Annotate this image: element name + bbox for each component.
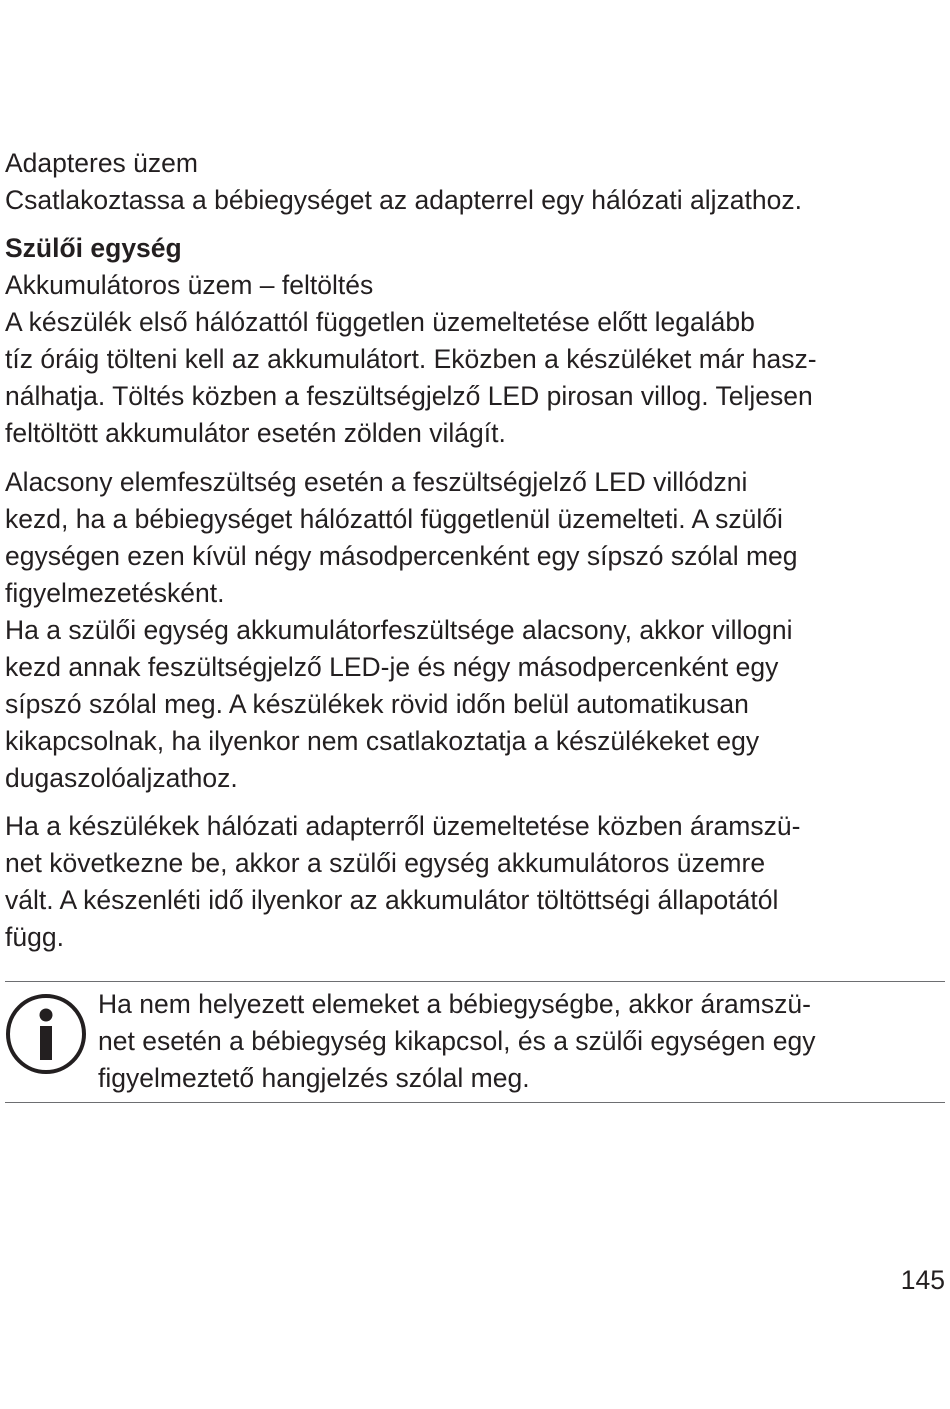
paragraph-line: sípszó szólal meg. A készülékek rövid időn belül automatikusan bbox=[5, 689, 749, 719]
paragraph-line: kezd, ha a bébiegységet hálózattól függetlenül üzemelteti. A szülői bbox=[5, 504, 783, 534]
adapter-heading: Adapteres üzem bbox=[5, 148, 198, 178]
paragraph-line: feltöltött akkumulátor esetén zölden világít. bbox=[5, 418, 506, 448]
adapter-text-line: Csatlakoztassa a bébiegységet az adapterrel egy hálózati aljzathoz. bbox=[5, 185, 802, 215]
paragraph-line: nálhatja. Töltés közben a feszültségjelző LED pirosan villog. Teljesen bbox=[5, 381, 813, 411]
paragraph-line: net következne be, akkor a szülői egység akkumulátoros üzemre bbox=[5, 848, 766, 878]
note-line: figyelmeztető hangjelzés szólal meg. bbox=[98, 1063, 530, 1093]
note-line: Ha nem helyezett elemeket a bébiegységbe, akkor áramszü- bbox=[98, 989, 811, 1019]
info-icon bbox=[5, 993, 87, 1075]
power-outage-paragraph bbox=[5, 808, 945, 956]
parent-unit-section bbox=[5, 230, 945, 452]
adapter-section bbox=[5, 145, 945, 219]
paragraph-line: Ha a készülékek hálózati adapterről üzemeltetése közben áramszü- bbox=[5, 811, 801, 841]
info-note-text bbox=[98, 986, 943, 1097]
paragraph-line: függ. bbox=[5, 922, 64, 952]
page-number: 145 bbox=[900, 1265, 945, 1295]
paragraph-line: kezd annak feszültségjelző LED-je és négy másodpercenként egy bbox=[5, 652, 779, 682]
paragraph-line: Alacsony elemfeszültség esetén a feszültségjelző LED villódzni bbox=[5, 467, 748, 497]
paragraph-line: egységen ezen kívül négy másodpercenként egy sípszó szólal meg bbox=[5, 541, 798, 571]
note-line: net esetén a bébiegység kikapcsol, és a szülői egységen egy bbox=[98, 1026, 816, 1056]
section-subheading: Akkumulátoros üzem – feltöltés bbox=[5, 270, 374, 300]
info-note bbox=[5, 981, 945, 1103]
paragraph-line: vált. A készenléti idő ilyenkor az akkumulátor töltöttségi állapotától bbox=[5, 885, 779, 915]
low-battery-paragraph bbox=[5, 464, 945, 797]
paragraph-line: Ha a szülői egység akkumulátorfeszültsége alacsony, akkor villogni bbox=[5, 615, 793, 645]
paragraph-line: figyelmezetésként. bbox=[5, 578, 225, 608]
paragraph-line: kikapcsolnak, ha ilyenkor nem csatlakoztatja a készülékeket egy bbox=[5, 726, 760, 756]
section-heading: Szülői egység bbox=[5, 233, 182, 263]
paragraph-line: A készülék első hálózattól független üzemeltetése előtt legalább bbox=[5, 307, 755, 337]
manual-page bbox=[5, 0, 945, 1409]
paragraph-line: dugaszolóaljzathoz. bbox=[5, 763, 238, 793]
paragraph-line: tíz óráig tölteni kell az akkumulátort. Eközben a készüléket már hasz- bbox=[5, 344, 817, 374]
